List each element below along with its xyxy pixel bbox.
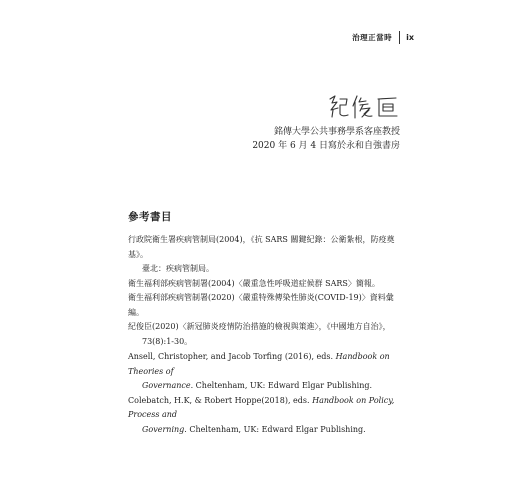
reference-line-cont: 臺北：疾病管制局。: [142, 264, 214, 273]
running-header: [352, 31, 414, 44]
reference-line: 衛生福利部疾病管制署(2004)〈嚴重急性呼吸道症候群 SARS〉簡報。: [128, 278, 380, 288]
reference-entry: [128, 320, 404, 349]
reference-entry: [128, 291, 404, 320]
reference-title-italic: Governance.: [142, 381, 194, 390]
reference-entry: [128, 233, 404, 277]
reference-title-italic: Handbook on Theories of: [128, 352, 390, 376]
reference-line: 行政院衛生署疾病管制局(2004)，《抗 SARS 關鍵紀錄：公衛紮根，防疫奠基》。: [128, 235, 395, 259]
author-affiliation: 銘傳大學公共事務學系客座教授: [273, 127, 400, 137]
writing-date-place: 2020 年 6 月 4 日寫於永和自強書房: [252, 141, 400, 151]
reference-list: [128, 233, 404, 437]
handwritten-signature: [326, 94, 400, 120]
page-number: ix: [406, 33, 414, 42]
reference-line: 紀俊臣(2020)〈新冠肺炎疫情防治措施的檢視與策進〉，《中國地方自治》，: [128, 322, 391, 331]
reference-line: 衛生福利部疾病管制署(2020)〈嚴重特殊傳染性肺炎(COVID-19)〉資料彙編。: [128, 293, 394, 317]
references-heading: 參考書目: [128, 211, 172, 223]
reference-entry: [128, 277, 404, 292]
reference-title-italic: Handbook on Policy, Process and: [128, 395, 395, 419]
reference-entry: [128, 394, 404, 438]
reference-text: Cheltenham, UK: Edward Elgar Publishing.: [193, 381, 373, 390]
author-signoff: [252, 125, 400, 153]
reference-text: Ansell, Christopher, and Jacob Torfing (2016), eds.: [128, 352, 336, 361]
reference-entry: [128, 350, 404, 394]
header-divider: [399, 31, 400, 44]
reference-line-cont: 73(8):1-30。: [142, 336, 193, 346]
reference-text: Colebatch, H.K, & Robert Hoppe(2018), eds.: [128, 395, 313, 405]
reference-title-italic: Governing.: [142, 424, 187, 434]
reference-text: Cheltenham, UK: Edward Elgar Publishing.: [186, 424, 366, 434]
running-title: 治理正當時: [352, 33, 393, 42]
